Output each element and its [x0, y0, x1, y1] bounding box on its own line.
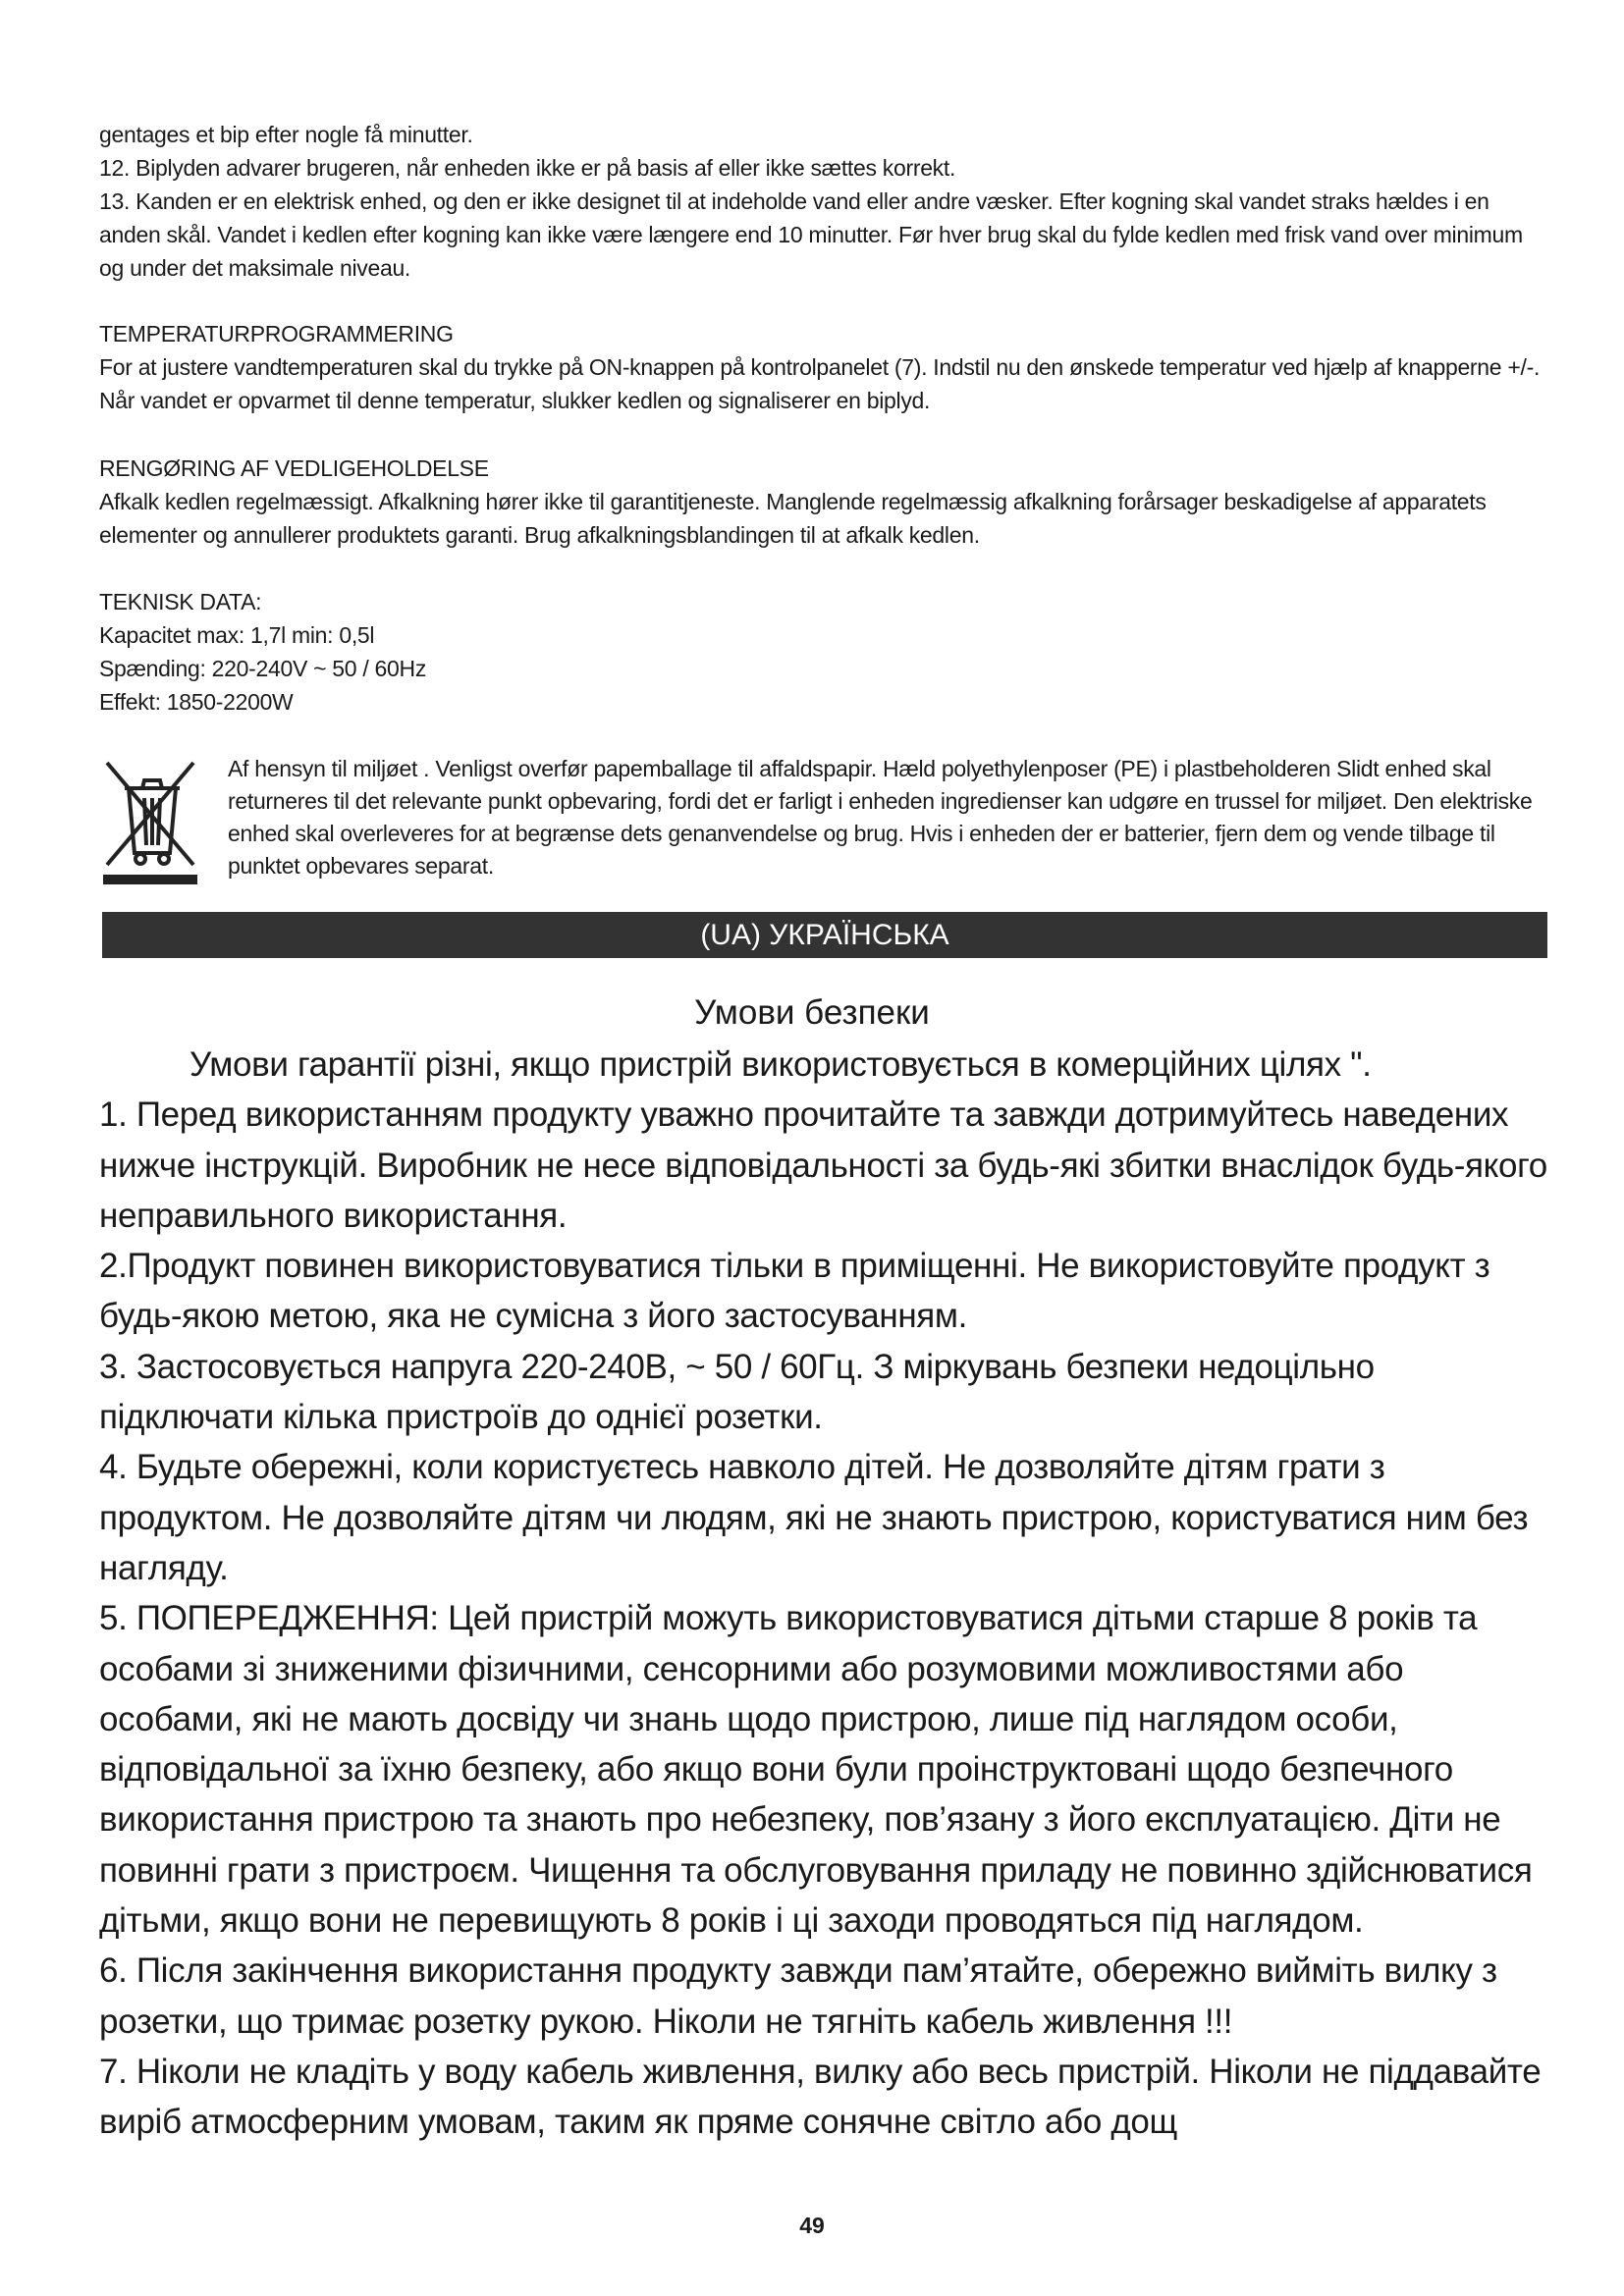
paragraph: gentages et bip efter nogle få minutter.	[99, 122, 473, 147]
page-number: 49	[799, 2213, 825, 2238]
cleaning-section	[99, 452, 1552, 552]
instruction-item: 5. ПОПЕРЕДЖЕННЯ: Цей пристрій можуть використовуватися дітьми старше 8 років та особами зі зниженими фізичними, сенсорними або розумовими можливостями або особами, які не мають досвіду чи знань щодо пристрою, лише під наглядом особи, відповідальної за їхню безпеку, або якщо вони були проінструктовані щодо безпечного використання пристрою та знають про небезпеку, пов’язану з його експлуатацією. Діти не повинні грати з пристроєм. Чищення та обслуговування приладу не повинно здійснюватися дітьми, якщо вони не перевищують 8 років і ці заходи проводяться під наглядом.	[99, 1599, 1533, 1941]
instruction-item: 6. Після закінчення використання продукту завжди пам’ятайте, обережно вийміть вилку з розетки, що тримає розетку рукою. Ніколи не тягніть кабель живлення !!!	[99, 1951, 1497, 2041]
environment-text: Af hensyn til miljøet . Venligst overfør papemballage til affaldspapir. Hæld polyethylenposer (PE) i plastbeholderen Slidt enhed skal returneres til det relevante punkt opbevaring, fordi det er farligt i enheden ingredienser kan udgøre en trussel for miljøet. Den elektriske enhed skal overleveres for at begrænse dets genanvendelse og brug. Hvis i enheden der er batterier, fjern dem og vende tilbage til punktet opbevares separat.	[228, 756, 1533, 879]
section-heading: RENGØRING AF VEDLIGEHOLDELSE	[99, 455, 489, 481]
section-title: Умови безпеки	[694, 993, 930, 1032]
paragraph: For at justere vandtemperaturen skal du trykke på ON-knappen på kontrolpanelet (7). Indstil nu den ønskede temperatur ved hjælp af knapperne +/-. Når vandet er opvarmet til denne temperatur, slukker kedlen og signaliserer en biplyd.	[99, 354, 1541, 413]
spec-line: Effekt: 1850-2200W	[99, 689, 294, 715]
warranty-note: Умови гарантії різні, якщо пристрій використовується в комерційних цілях ".	[189, 1045, 1372, 1084]
language-banner: (UA) УКРАЇНСЬКА	[102, 912, 1547, 958]
paragraph: Afkalk kedlen regelmæssigt. Afkalkning hører ikke til garantitjeneste. Manglende regelmæssig afkalkning forårsager beskadigelse af apparatets elementer og annullerer produktets garanti. Brug afkalkningsblandingen til at afkalk kedlen.	[99, 489, 1487, 548]
section-heading: TEMPERATURPROGRAMMERING	[99, 321, 454, 347]
instruction-item: 1. Перед використанням продукту уважно прочитайте та завжди дотримуйтесь наведених нижче інструкцій. Виробник не несе відповідальності за будь-які збитки внаслідок будь-якого неправильного використання.	[99, 1095, 1547, 1235]
instruction-item: 3. Застосовується напруга 220-240В, ~ 50 / 60Гц. З міркувань безпеки недоцільно підключати кілька пристроїв до однієї розетки.	[99, 1347, 1375, 1437]
spec-line: Kapacitet max: 1,7l min: 0,5l	[99, 622, 375, 648]
safety-instructions	[99, 1040, 1552, 2148]
paragraph: 13. Kanden er en elektrisk enhed, og den er ikke designet til at indeholde vand eller andre væsker. Efter kogning skal vandet straks hældes i en anden skål. Vandet i kedlen efter kogning kan ikke være længere end 10 minutter. Før hver brug skal du fylde kedlen med frisk vand over minimum og under det maksimale niveau.	[99, 188, 1523, 281]
temperature-section	[99, 317, 1552, 417]
paragraph: 12. Biplyden advarer brugeren, når enheden ikke er på basis af eller ikke sættes korrekt.	[99, 155, 956, 181]
danish-continuation	[99, 118, 1552, 285]
instruction-item: 7. Ніколи не кладіть у воду кабель живлення, вилку або весь пристрій. Ніколи не піддавайте виріб атмосферним умовам, таким як пряме сонячне світло або дощ	[99, 2052, 1542, 2142]
crossed-out-bin-icon	[103, 759, 201, 886]
technical-data-section	[99, 585, 1552, 719]
section-heading: TEKNISK DATA:	[99, 589, 262, 614]
instruction-item: 2.Продукт повинен використовуватися тільки в приміщенні. Не використовуйте продукт з будь-якою метою, яка не сумісна з його застосуванням.	[99, 1247, 1490, 1336]
instruction-item: 4. Будьте обережні, коли користуєтесь навколо дітей. Не дозволяйте дітям грати з продуктом. Не дозволяйте дітям чи людям, які не знають пристрою, користуватися ним без нагляду.	[99, 1448, 1529, 1587]
spec-line: Spænding: 220-240V ~ 50 / 60Hz	[99, 656, 427, 681]
